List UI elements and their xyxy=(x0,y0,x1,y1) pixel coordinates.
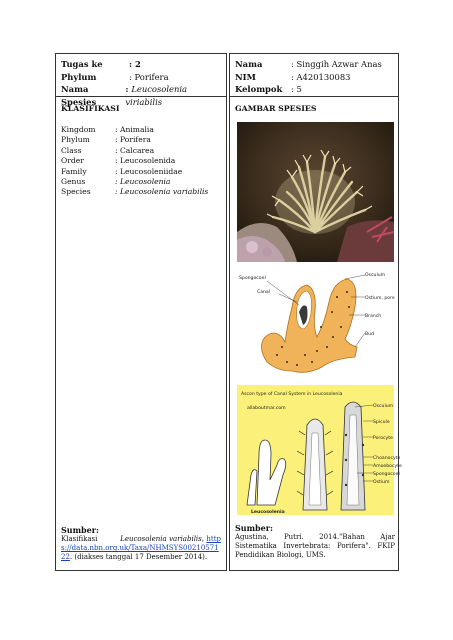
klas-row xyxy=(61,187,208,197)
nama-label: Nama xyxy=(235,59,263,69)
diagram1-label: Osculum xyxy=(365,273,386,278)
nim-value: : A420130083 xyxy=(291,71,351,82)
diagram1-label: Ostium, pore xyxy=(365,296,395,301)
sumber-left-post: . (diakses tanggal 17 Desember 2014). xyxy=(69,553,208,562)
klas-key: Phylum xyxy=(61,135,90,145)
sumber-right xyxy=(235,523,395,561)
gambar-title: GAMBAR SPESIES xyxy=(235,104,317,113)
klas-row xyxy=(61,146,208,156)
ascon-canal-diagram xyxy=(237,385,402,515)
right-header-box xyxy=(229,53,399,97)
phylum-value: : Porifera xyxy=(129,71,169,82)
diagram2-label: Spongocoel xyxy=(373,472,400,477)
diagram2-label: Spicule xyxy=(373,420,390,425)
diagram2-title: Ascon type of Canal System in Leucosolenia xyxy=(241,392,343,397)
klas-key: Family xyxy=(61,166,87,176)
phylum-label: Phylum xyxy=(61,71,97,82)
klas-value: : Leucosolenia variabilis xyxy=(115,187,209,197)
header-row-nim xyxy=(235,71,393,84)
diagram2-site: allaboutmar.com xyxy=(247,406,286,411)
sumber-left-title: Sumber: xyxy=(61,525,99,535)
header-row-kelompok xyxy=(235,83,393,96)
diagram2-label: Porocyte xyxy=(373,436,393,441)
sumber-left-pre: Klasifikasi xyxy=(61,535,98,543)
diagram2-label: Choanocyte xyxy=(373,456,401,461)
sumber-right-body: Agustina, Putri. 2014."Bahan Ajar Sistematika Invertebrata: Porifera". FKIP Pendidikan Biologi, UMS. xyxy=(235,533,395,560)
species-colon: : xyxy=(125,84,132,94)
klas-value: : Leucosolenida xyxy=(115,156,176,166)
klas-value: : Calcarea xyxy=(115,145,155,155)
tugas-label: Tugas ke xyxy=(61,59,103,69)
diagram2-label: Ostium xyxy=(373,480,390,485)
kelompok-value: : 5 xyxy=(291,84,302,94)
klas-value: : Porifera xyxy=(115,135,151,145)
klas-key: Order xyxy=(61,156,84,166)
klas-key: Kingdom xyxy=(61,125,96,134)
klas-value: : Leucosoleniidae xyxy=(115,166,183,176)
diagram1-label: Spongocoel xyxy=(239,276,266,281)
species-photo xyxy=(237,122,394,262)
sumber-left-italic: Leucosolenia variabilis, xyxy=(120,535,204,543)
diagram1-label: Bud xyxy=(365,332,374,337)
kelompok-label: Kelompok xyxy=(235,84,283,94)
header-row-tugas xyxy=(61,58,221,71)
klas-row xyxy=(61,167,208,177)
sumber-left-body xyxy=(61,535,221,563)
tugas-value: : 2 xyxy=(129,59,141,69)
klas-key: Class xyxy=(61,145,82,155)
nim-label: NIM xyxy=(235,71,256,82)
klas-key: Genus xyxy=(61,177,86,187)
header-row-phylum xyxy=(61,71,221,84)
klasifikasi-title: KLASIFIKASI xyxy=(61,104,120,113)
klas-value: : Animalia xyxy=(115,125,154,134)
klasifikasi-list xyxy=(61,125,208,198)
species-label: Nama Spesies xyxy=(61,84,97,107)
sumber-right-title: Sumber: xyxy=(235,523,273,533)
header-row-nama xyxy=(235,58,393,71)
klas-key: Species xyxy=(61,187,91,197)
diagram2-label: Amoebocyte xyxy=(373,464,402,469)
nama-value: : Singgih Azwar Anas xyxy=(291,59,382,69)
diagram2-caption: Leucosolenia xyxy=(251,510,285,515)
klas-row xyxy=(61,125,208,135)
species-value: Leucosolenia viriabilis xyxy=(125,84,188,107)
klas-value: : Leucosolenia xyxy=(115,177,171,187)
sumber-left xyxy=(61,525,221,563)
sponge-anatomy-diagram xyxy=(237,267,394,379)
sumber-link[interactable]: https://data.nbn.org.uk/Taxa/NHMSYS0021057122 xyxy=(61,535,222,562)
klas-row xyxy=(61,156,208,166)
klas-row xyxy=(61,135,208,145)
klasifikasi-box xyxy=(55,96,227,571)
diagram1-label: Canal xyxy=(257,290,271,295)
left-header-box xyxy=(55,53,227,107)
klas-row xyxy=(61,177,208,187)
diagram2-label: Osculum xyxy=(373,404,394,409)
gambar-box xyxy=(229,96,402,571)
diagram1-label: Branch xyxy=(365,314,382,319)
